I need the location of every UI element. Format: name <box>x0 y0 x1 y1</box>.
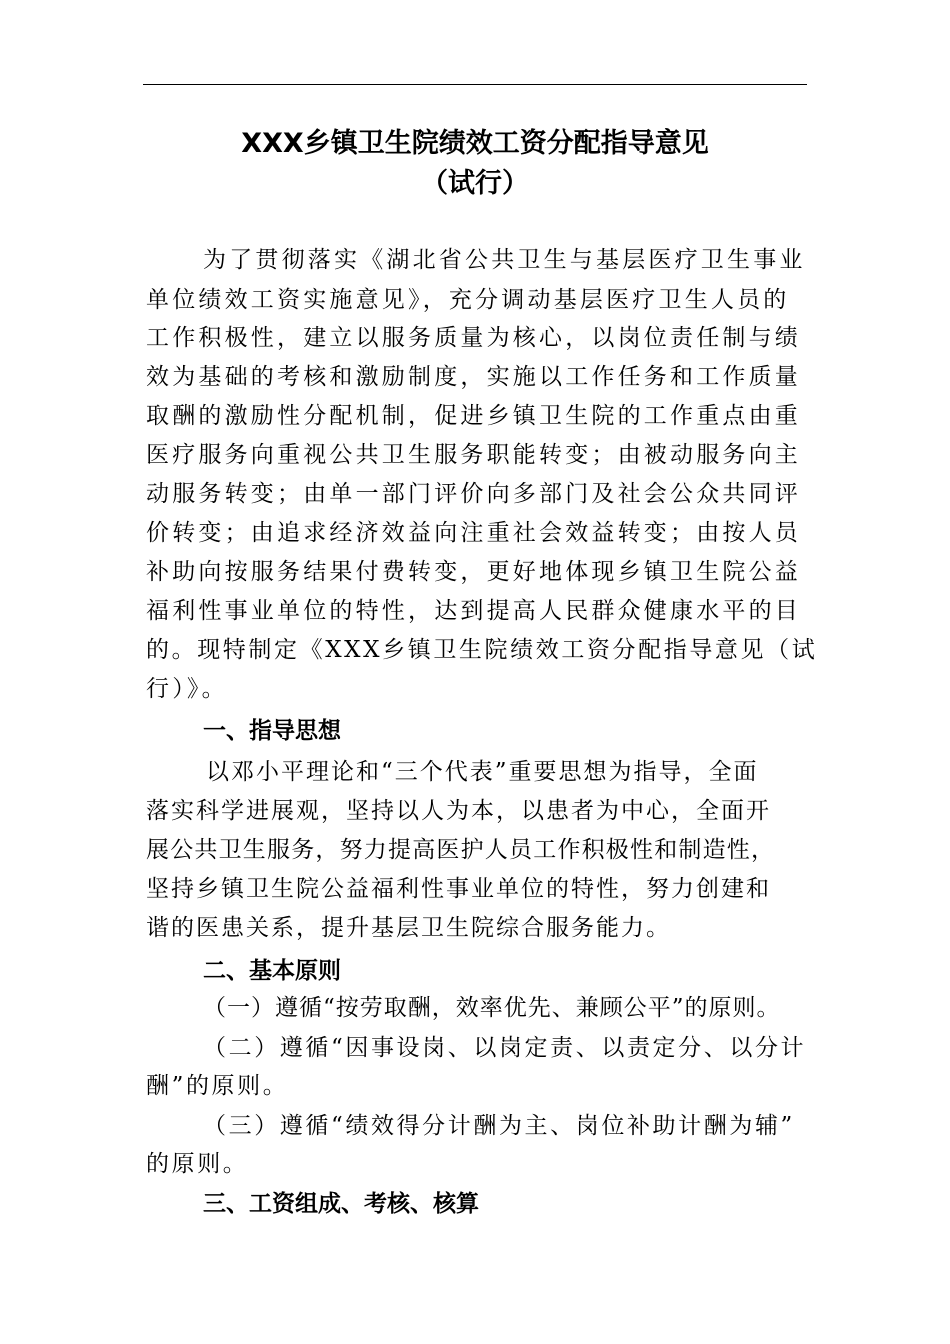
intro-line: 福利性事业单位的特性，达到提高人民群众健康水平的目 <box>146 598 801 624</box>
intro-line: 医疗服务向重视公共卫生服务职能转变；由被动服务向主 <box>146 442 801 468</box>
intro-line: 价转变；由追求经济效益向注重社会效益转变；由按人员 <box>146 520 801 546</box>
section-line: （三）遵循“绩效得分计酬为主、岗位补助计酬为辅” <box>203 1113 795 1139</box>
header-rule <box>143 84 807 85</box>
section-line: 以邓小平理论和“三个代表”重要思想为指导，全面 <box>206 759 759 785</box>
section-line: 的原则。 <box>146 1151 249 1177</box>
section-heading: 二、基本原则 <box>203 958 341 984</box>
document-title: XXX乡镇卫生院绩效工资分配指导意见 <box>241 128 709 159</box>
intro-line: 工作积极性，建立以服务质量为核心，以岗位责任制与绩 <box>146 325 801 351</box>
section-line: （一）遵循“按劳取酬，效率优先、兼顾公平”的原则。 <box>203 995 781 1021</box>
intro-line: 取酬的激励性分配机制，促进乡镇卫生院的工作重点由重 <box>146 403 801 429</box>
section-line: （二）遵循“因事设岗、以岗定责、以责定分、以分计 <box>203 1035 807 1061</box>
section-heading: 一、指导思想 <box>203 718 341 744</box>
section-heading: 三、工资组成、考核、核算 <box>203 1191 479 1217</box>
intro-line: 行）》。 <box>146 676 228 702</box>
intro-line: 单位绩效工资实施意见》，充分调动基层医疗卫生人员的 <box>146 287 790 313</box>
intro-line: 动服务转变；由单一部门评价向多部门及社会公众共同评 <box>146 481 801 507</box>
section-line: 酬”的原则。 <box>146 1073 289 1099</box>
section-line: 展公共卫生服务，努力提高医护人员工作积极性和制造性， <box>146 837 776 863</box>
section-line: 落实科学进展观，坚持以人为本，以患者为中心，全面开 <box>146 798 771 824</box>
intro-line: 效为基础的考核和激励制度，实施以工作任务和工作质量 <box>146 364 801 390</box>
document-subtitle: （试行） <box>421 168 529 199</box>
section-line: 坚持乡镇卫生院公益福利性事业单位的特性，努力创建和 <box>146 876 771 902</box>
intro-line: 的。现特制定《XXX乡镇卫生院绩效工资分配指导意见（试 <box>146 637 818 663</box>
intro-line: 为了贯彻落实《湖北省公共卫生与基层医疗卫生事业 <box>203 247 806 273</box>
section-line: 谐的医患关系，提升基层卫生院综合服务能力。 <box>146 915 671 941</box>
intro-line: 补助向按服务结果付费转变，更好地体现乡镇卫生院公益 <box>146 559 801 585</box>
